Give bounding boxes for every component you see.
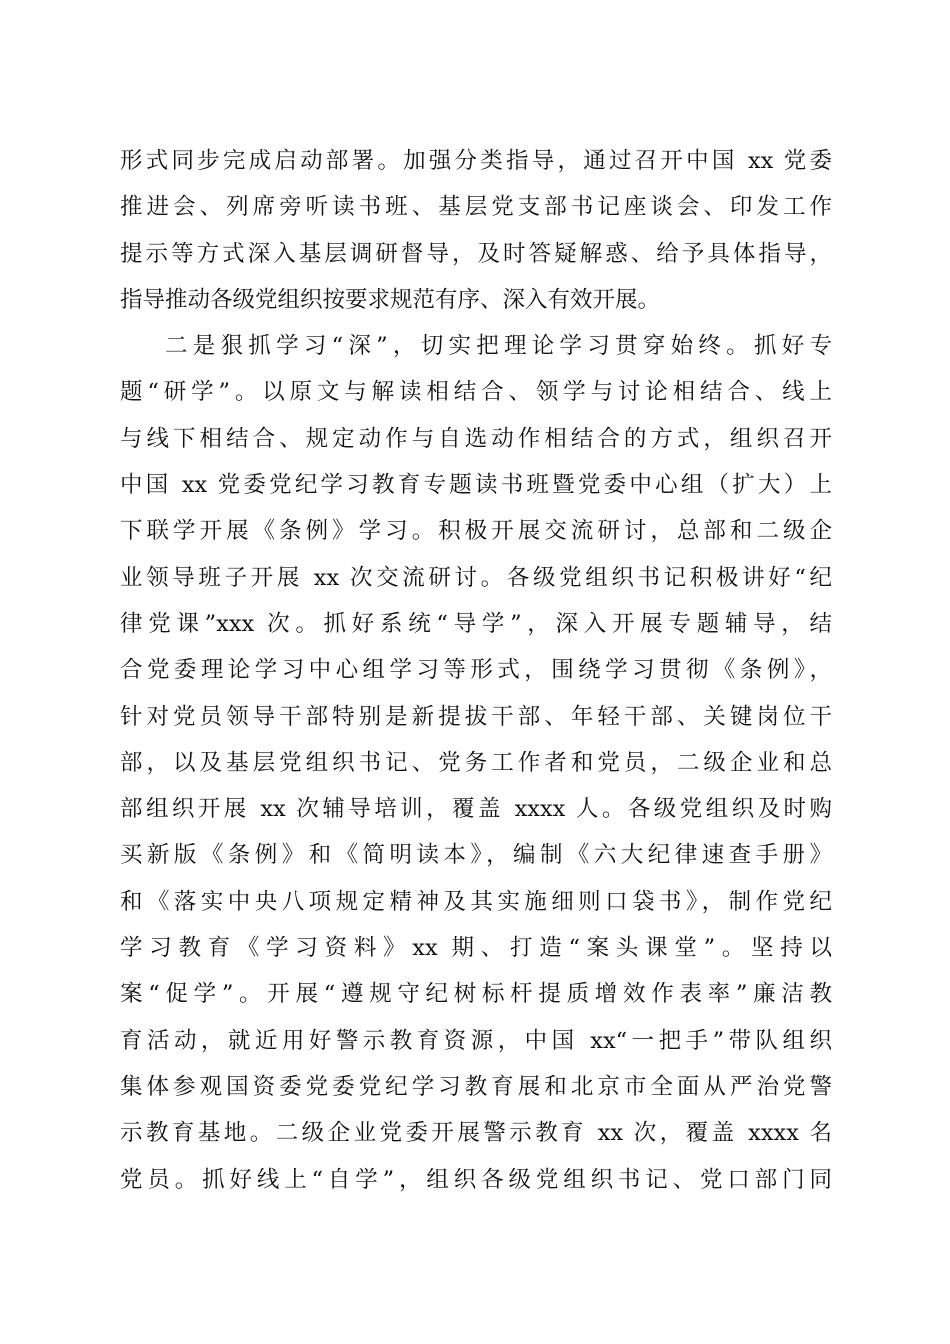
text-line: 合党委理论学习中心组学习等形式，围绕学习贯彻《条例》， xyxy=(120,657,832,684)
text-line: 二是狠抓学习“深”，切实把理论学习贯穿始终。抓好专 xyxy=(165,333,832,360)
text-line: 和《落实中央八项规定精神及其实施细则口袋书》，制作党纪 xyxy=(120,888,832,915)
text-line: 示教育基地。二级企业党委开展警示教育 xx 次，覆盖 xxxx 名 xyxy=(120,1120,832,1147)
text-line: 指导推动各级党组织按要求规范有序、深入有效开展。 xyxy=(120,286,661,313)
text-line: 题“研学”。以原文与解读相结合、领学与讨论相结合、线上 xyxy=(120,379,832,406)
text-line: 针对党员领导干部特别是新提拔干部、年轻干部、关键岗位干 xyxy=(120,703,832,730)
text-line: 提示等方式深入基层调研督导，及时答疑解惑、给予具体指导， xyxy=(120,240,832,267)
text-line: 学习教育《学习资料》xx 期、打造“案头课堂”。坚持以 xyxy=(120,935,832,962)
text-line: 集体参观国资委党委党纪学习教育展和北京市全面从严治党警 xyxy=(120,1073,832,1100)
text-line: 党员。抓好线上“自学”，组织各级党组织书记、党口部门同 xyxy=(120,1166,832,1193)
text-line: 形式同步完成启动部署。加强分类指导，通过召开中国 xx 党委 xyxy=(120,148,832,174)
text-line: 律党课”xxx 次。抓好系统“导学”，深入开展专题辅导，结 xyxy=(120,610,832,637)
text-line: 案“促学”。开展“遵规守纪树标杆提质增效作表率”廉洁教 xyxy=(120,981,832,1008)
text-line: 育活动，就近用好警示教育资源，中国 xx“一把手”带队组织 xyxy=(120,1027,832,1054)
paragraph-2 xyxy=(120,323,832,1203)
text-line: 下联学开展《条例》学习。积极开展交流研讨，总部和二级企 xyxy=(120,518,832,545)
text-line: 买新版《条例》和《简明读本》，编制《六大纪律速查手册》 xyxy=(120,842,832,869)
text-line: 部组织开展 xx 次辅导培训，覆盖 xxxx 人。各级党组织及时购 xyxy=(120,796,832,823)
body-text xyxy=(120,138,832,1203)
text-line: 部，以及基层党组织书记、党务工作者和党员，二级企业和总 xyxy=(120,749,832,776)
text-line: 业领导班子开展 xx 次交流研讨。各级党组织书记积极讲好“纪 xyxy=(120,564,832,591)
paragraph-1 xyxy=(120,138,832,323)
text-line: 推进会、列席旁听读书班、基层党支部书记座谈会、印发工作 xyxy=(120,194,832,221)
text-line: 中国 xx 党委党纪学习教育专题读书班暨党委中心组（扩大）上 xyxy=(120,472,832,499)
text-line: 与线下相结合、规定动作与自选动作相结合的方式，组织召开 xyxy=(120,425,832,452)
